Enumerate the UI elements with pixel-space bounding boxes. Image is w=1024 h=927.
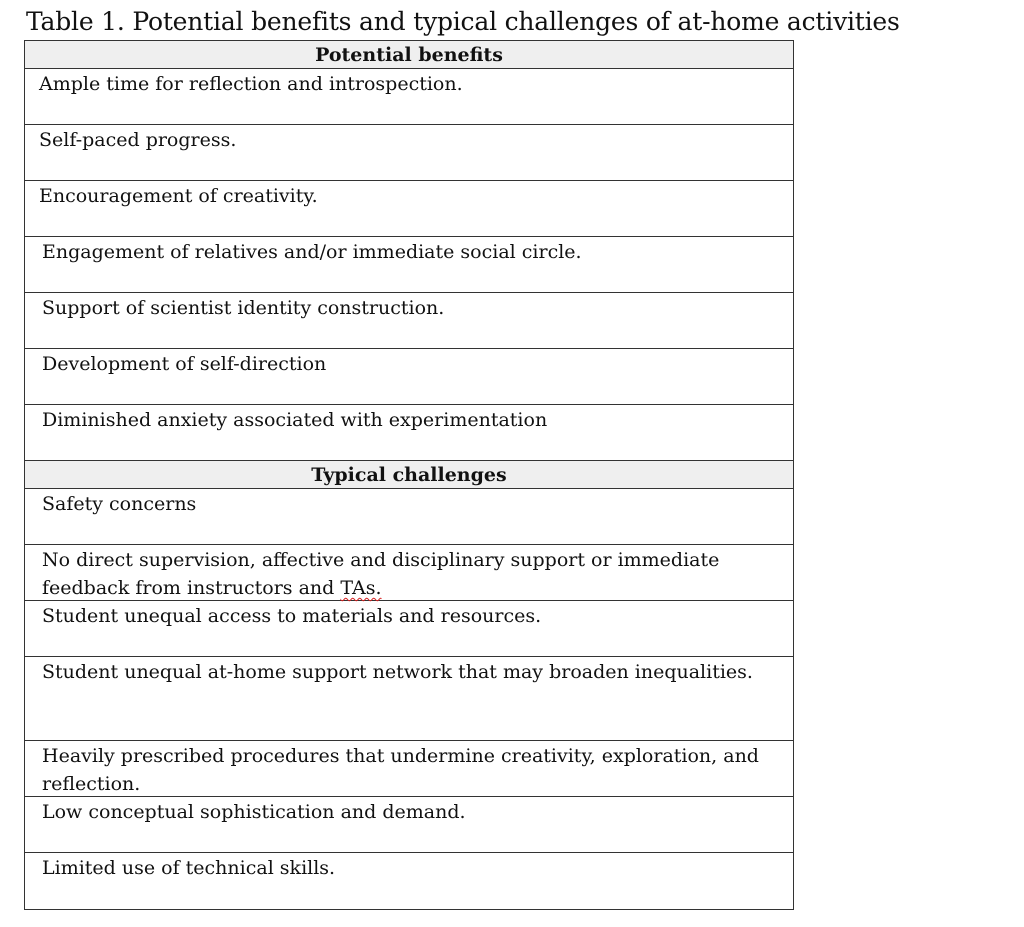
spellcheck-word: TAs. [340,577,382,599]
table-row: Low conceptual sophistication and demand. [25,797,793,853]
section-header-benefits: Potential benefits [25,41,793,69]
table-row: Development of self-direction [25,349,793,405]
table-row: Support of scientist identity construction. [25,293,793,349]
benefits-challenges-table [24,40,794,910]
table-caption: Table 1. Potential benefits and typical challenges of at-home activities [26,7,900,36]
table-row: Diminished anxiety associated with experimentation [25,405,793,461]
table-row: Student unequal at-home support network that may broaden inequalities. [25,657,793,741]
table-row: Engagement of relatives and/or immediate social circle. [25,237,793,293]
table-row: Self-paced progress. [25,125,793,181]
table-row: Limited use of technical skills. [42,857,336,879]
table-row: Encouragement of creativity. [25,181,793,237]
table-row: Student unequal access to materials and resources. [25,601,793,657]
table-row: Ample time for reflection and introspection. [25,69,793,125]
row-text: No direct supervision, affective and disciplinary support or immediate feedback from instructors and [42,549,720,599]
section-header-challenges: Typical challenges [25,461,793,489]
table-row [25,545,793,601]
table-row: Safety concerns [25,489,793,545]
table-row: Heavily prescribed procedures that undermine creativity, exploration, and reflection. [25,741,793,797]
